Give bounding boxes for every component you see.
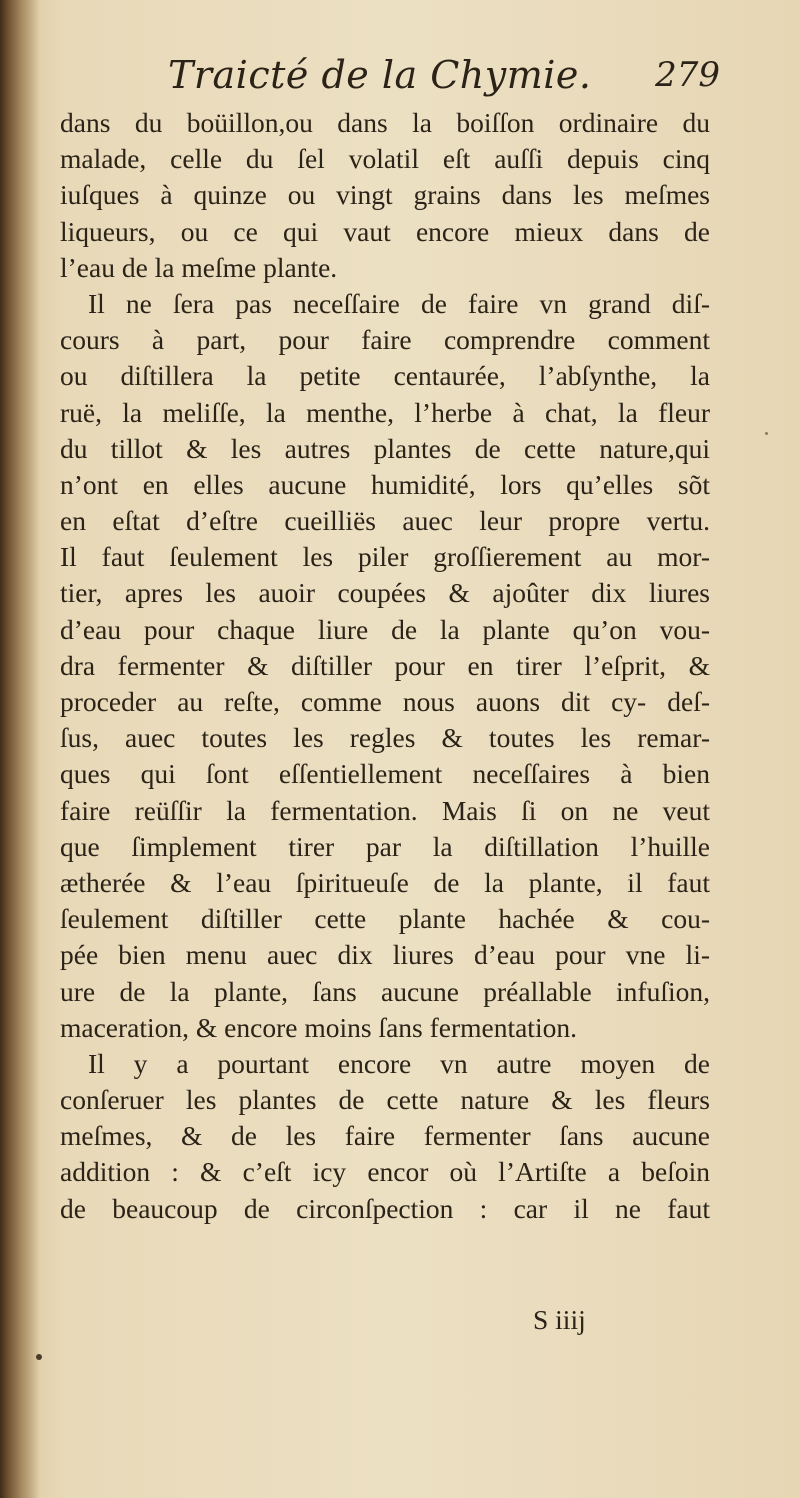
text-line: d’eau pour chaque liure de la plante qu’on vou- xyxy=(60,613,710,645)
text-line: que ſimplement tirer par la diſtillation l’huille xyxy=(60,830,710,862)
text-line: Il faut ſeulement les piler groſſierement au mor- xyxy=(60,541,710,573)
text-line: iuſques à quinze ou vingt grains dans les meſmes xyxy=(60,179,710,211)
text-line: du tillot & les autres plantes de cette nature,qui xyxy=(60,432,710,464)
text-line: tier, apres les auoir coupées & ajoûter dix liures xyxy=(60,577,710,609)
text-line: cours à part, pour faire comprendre comment xyxy=(60,324,710,356)
binding-edge xyxy=(0,0,40,1498)
running-title: Traicté de la Chymie. xyxy=(168,53,592,97)
text-line: ſeulement diſtiller cette plante hachée & cou- xyxy=(60,903,710,935)
signature-mark: S iiij xyxy=(533,1304,586,1335)
text-line: faire reüſſir la fermentation. Mais ſi on ne veut xyxy=(60,794,710,826)
text-line: pée bien menu auec dix liures d’eau pour vne li- xyxy=(60,939,710,971)
text-line: ætherée & l’eau ſpiritueuſe de la plante, il faut xyxy=(60,866,710,898)
paragraph-start-line: Il y a pourtant encore vn autre moyen de xyxy=(88,1047,710,1079)
text-line: ques qui ſont eſſentiellement neceſſaires à bien xyxy=(60,758,710,790)
paper-speck xyxy=(765,432,768,435)
text-line: de beaucoup de circonſpection : car il ne faut xyxy=(60,1192,710,1224)
text-line: ruë, la meliſſe, la menthe, l’herbe à chat, la fleur xyxy=(60,396,710,428)
text-line: ure de la plante, ſans aucune préallable infuſion, xyxy=(60,975,710,1007)
text-line: ſus, auec toutes les regles & toutes les remar- xyxy=(60,722,710,754)
text-line: dra fermenter & diſtiller pour en tirer l’eſprit, & xyxy=(60,649,710,681)
text-line: liqueurs, ou ce qui vaut encore mieux dans de xyxy=(60,215,710,247)
paragraph-start-line: Il ne ſera pas neceſſaire de faire vn grand diſ- xyxy=(88,287,710,319)
text-line: l’eau de la meſme plante. xyxy=(60,251,338,283)
text-line: en eſtat d’eſtre cueilliës auec leur propre vertu. xyxy=(60,505,710,537)
text-line: conſeruer les plantes de cette nature & les fleurs xyxy=(60,1084,710,1116)
running-head xyxy=(60,50,720,100)
text-line: addition : & c’eſt icy encor où l’Artiſte a beſoin xyxy=(60,1156,710,1188)
paper-speck xyxy=(36,1354,42,1360)
page-number: 279 xyxy=(655,55,720,95)
text-line: proceder au reſte, comme nous auons dit cy- deſ- xyxy=(60,686,710,717)
text-line: dans du boüillon,ou dans la boiſſon ordinaire du xyxy=(60,107,710,138)
text-line: n’ont en elles aucune humidité, lors qu’elles sõt xyxy=(60,468,710,500)
text-line: malade, celle du ſel volatil eſt auſſi depuis cinq xyxy=(60,143,710,175)
body-text xyxy=(60,105,710,1227)
text-line: meſmes, & de les faire fermenter ſans aucune xyxy=(60,1120,710,1152)
text-line: ou diſtillera la petite centaurée, l’abſynthe, la xyxy=(60,360,710,392)
text-line: maceration, & encore moins ſans fermentation. xyxy=(60,1011,577,1043)
